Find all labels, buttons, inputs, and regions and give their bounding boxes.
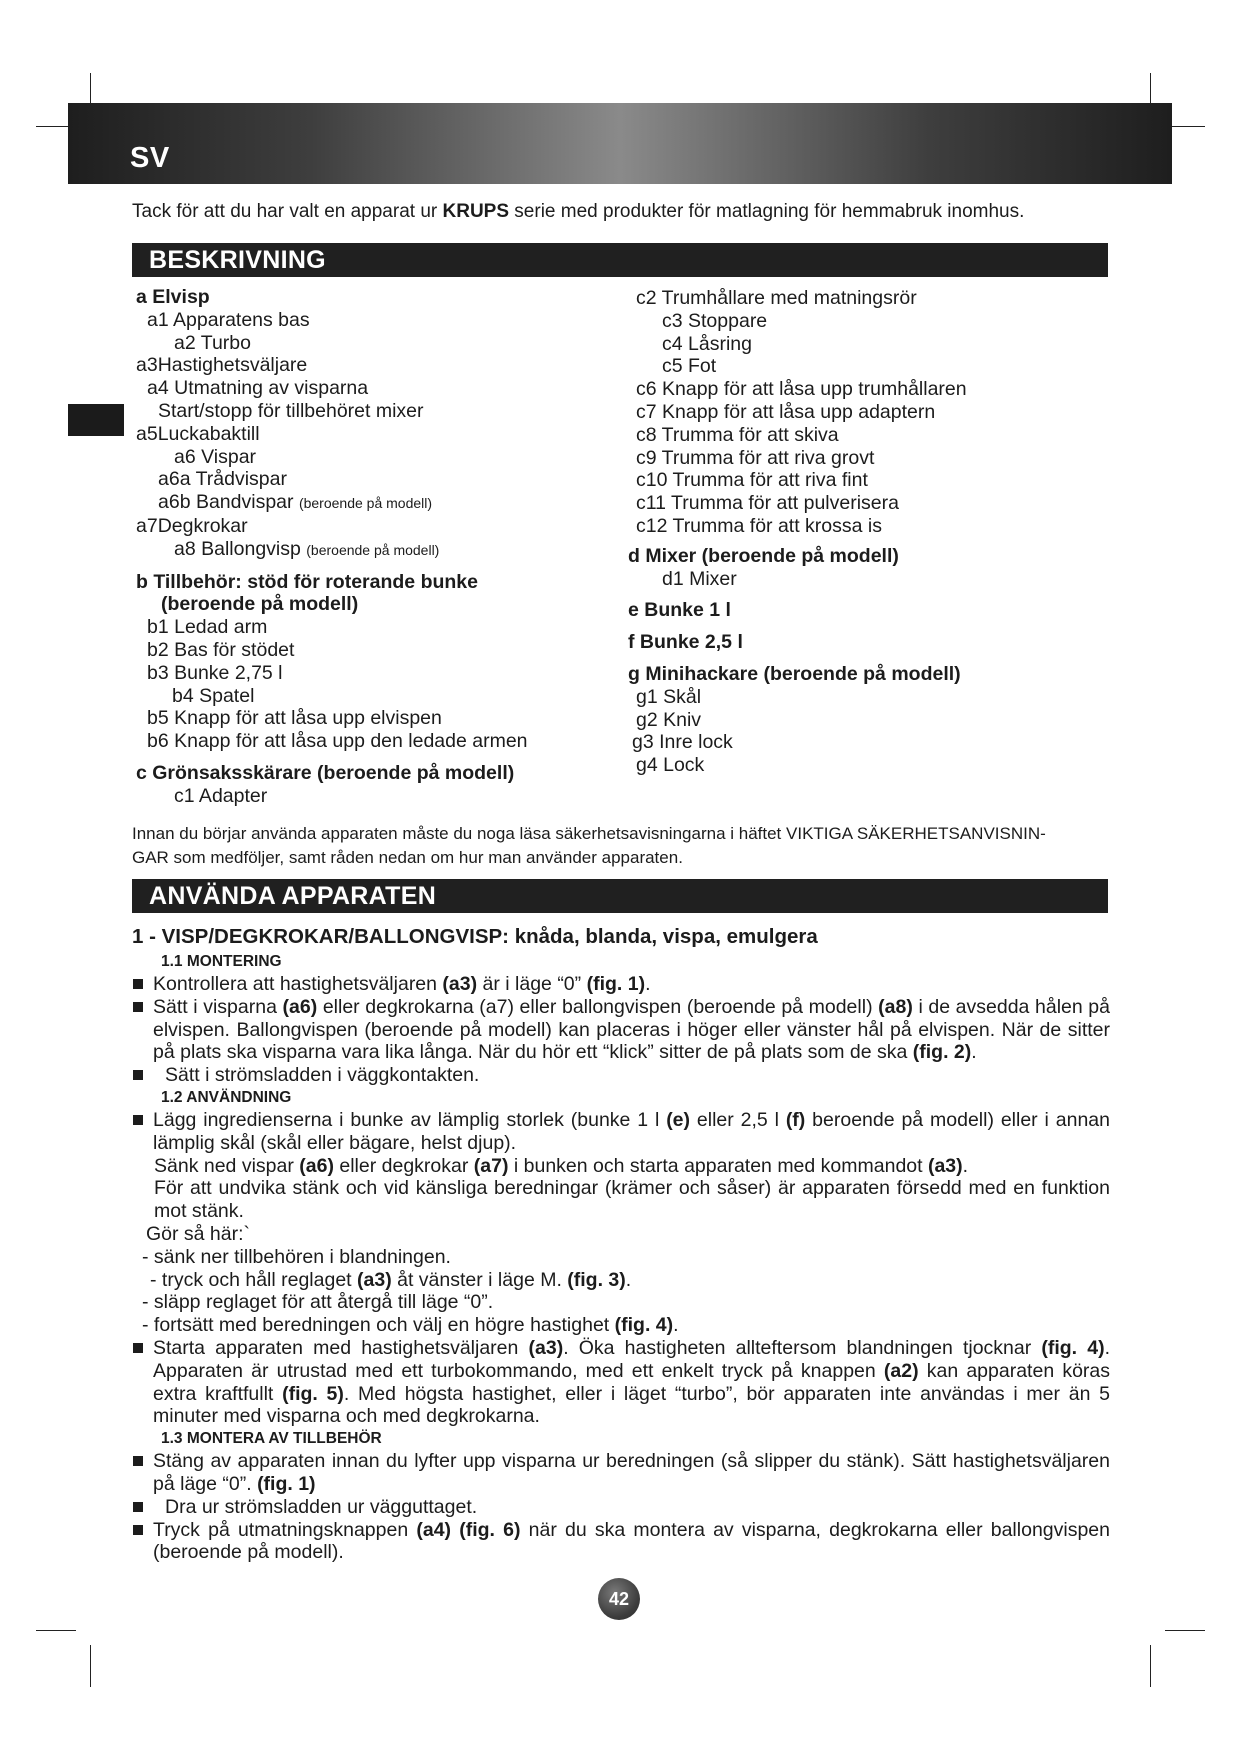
group-title-b: b Tillbehör: stöd för roterande bunke [136,570,478,593]
list-item: c12 Trumma för att krossa is [636,514,882,537]
bullet-item: Tryck på utmatningsknappen (a4) (fig. 6) när du ska montera av visparna, degkrokarna eller ballongvispen (beroende på modell). [132,1519,1110,1565]
bullet-item: Sätt i strömsladden i väggkontakten. [132,1064,1110,1087]
list-item: a1 Apparatens bas [147,308,310,331]
dash-item: - släpp reglaget för att återgå till läge “0”. [142,1291,494,1314]
list-item: b6 Knapp för att låsa upp den ledade armen [147,730,528,753]
list-item: a7Degkrokar [136,514,248,537]
list-item: c8 Trumma för att skiva [636,423,839,446]
list-item: a6 Vispar [174,445,257,468]
subsection-title: 1 - VISP/DEGKROKAR/BALLONGVISP: knåda, blanda, vispa, emulgera [132,925,818,948]
bullet-item: Kontrollera att hastighetsväljaren (a3) är i läge “0” (fig. 1). [132,973,1110,996]
list-item: g4 Lock [636,754,705,777]
paragraph: För att undvika stänk och vid känsliga beredningar (krämer och såser) är apparaten försedd med en funktion mot stänk. [154,1177,1110,1223]
crop-mark [1165,1630,1205,1631]
safety-warning: Innan du börjar använda apparaten måste du noga läsa säkerhetsavisningarna i häftet VIKTIGA SÄKERHETSANVISNIN- GAR som medföljer, samt råden nedan om hur man använder apparaten. [132,824,1046,867]
list-item: c11 Trumma för att pulverisera [636,492,899,515]
list-item: a6b Bandvispar (beroende på modell) [158,491,433,514]
list-item: a4 Utmatning av visparna [147,377,369,400]
page-number: 42 [598,1578,640,1620]
crop-mark [90,1645,91,1687]
list-item: b3 Bunke 2,75 l [147,661,283,684]
subheading: 1.1 MONTERING [161,953,282,970]
bullet-item: Starta apparaten med hastighetsväljaren (a3). Öka hastigheten allteftersom blandningen tjocknar (fig. 4). Apparaten är utrustad med ett turbokommando, med ett enkelt tryck på knappen (a2) kan apparaten köras extra kraftfullt (fig. 5). Med högsta hastighet, eller i läget “turbo”, bör apparaten inte användas i mer än 5 minuter med visparna och med degkrokarna. [132,1337,1110,1428]
usage-body [132,923,1110,1564]
list-item: a2 Turbo [174,331,251,354]
group-title-g: g Minihackare (beroende på modell) [628,662,961,685]
section-title-description: BESKRIVNING [132,243,1108,277]
list-item: b2 Bas för stödet [147,638,295,661]
list-item: c10 Trumma för att riva fint [636,469,868,492]
list-item: c3 Stoppare [662,309,768,332]
list-item: a8 Ballongvisp (beroende på modell) [174,537,440,560]
list-item: d1 Mixer [662,567,737,590]
crop-mark [1150,1645,1151,1687]
dash-item: - sänk ner tillbehören i blandningen. [142,1245,451,1268]
group-title-b-note: (beroende på modell) [161,593,359,616]
description-left-column [136,286,528,808]
list-item: c6 Knapp för att låsa upp trumhållaren [636,378,967,401]
group-title-c: c Grönsaksskärare (beroende på modell) [136,761,515,784]
crop-mark [36,1630,76,1631]
header-band [68,103,1172,184]
list-item: Start/stopp för tillbehöret mixer [158,399,424,422]
list-item: c4 Låsring [662,332,752,355]
paragraph: Sänk ned vispar (a6) eller degkrokar (a7) i bunken och starta apparaten med kommandot (a3). [154,1154,969,1177]
subheading: 1.2 ANVÄNDNING [161,1088,292,1106]
intro-text: Tack för att du har valt en apparat ur KRUPS serie med produkter för matlagning för hemmabruk inomhus. [132,201,1025,222]
list-item: b4 Spatel [172,684,255,707]
group-title-f: f Bunke 2,5 l [628,631,743,654]
dash-item: - tryck och håll reglaget (a3) åt vänster i läge M. (fig. 3). [150,1268,632,1291]
list-item: c9 Trumma för att riva grovt [636,446,875,469]
bullet-item: Stäng av apparaten innan du lyfter upp visparna ur beredningen (så slipper du stänk). Sätt hastighetsväljaren på läge “0”. (fig. 1) [132,1450,1110,1496]
group-title-e: e Bunke 1 l [628,599,731,622]
paragraph: Gör så här:` [146,1222,251,1245]
description-right-column [628,287,967,777]
list-item: g2 Kniv [636,708,702,731]
brand-name: KRUPS [442,201,510,222]
section-title-usage: ANVÄNDA APPARATEN [132,879,1108,913]
dash-item: - fortsätt med beredningen och välj en högre hastighet (fig. 4). [142,1314,679,1337]
list-item: g1 Skål [636,685,702,708]
list-item: a5Luckabaktill [136,422,260,445]
list-item: c5 Fot [662,355,717,378]
side-tab [68,404,124,436]
list-item: b5 Knapp för att låsa upp elvispen [147,707,442,730]
bullet-item: Dra ur strömsladden ur vägguttaget. [132,1496,1110,1519]
list-item: b1 Ledad arm [147,616,268,639]
bullet-item: Lägg ingredienserna i bunke av lämplig storlek (bunke 1 l (e) eller 2,5 l (f) beroende på modell) eller i annan lämplig skål (skål eller bägare, helst djup). [132,1109,1110,1155]
list-item: c2 Trumhållare med matningsrör [636,287,917,309]
list-item: g3 Inre lock [632,731,733,754]
language-code: SV [130,142,170,174]
group-title-d: d Mixer (beroende på modell) [628,544,899,567]
list-item: a6a Trådvispar [158,468,287,491]
list-item: a3Hastighetsväljare [136,354,308,377]
list-item: c7 Knapp för att låsa upp adaptern [636,400,936,423]
list-item: c1 Adapter [174,784,268,807]
bullet-item: Sätt i visparna (a6) eller degkrokarna (a7) eller ballongvispen (beroende på modell) (a8) i de avsedda hålen på elvispen. Ballongvispen (beroende på modell) kan placeras i höger eller vänster hål på elvispen. När de sitter på plats ska visparna vara lika långa. När du hör ett “klick” sitter de på plats som de ska (fig. 2). [132,996,1110,1064]
subheading: 1.3 MONTERA AV TILLBEHÖR [161,1430,382,1448]
group-title-a: a Elvisp [136,286,210,308]
